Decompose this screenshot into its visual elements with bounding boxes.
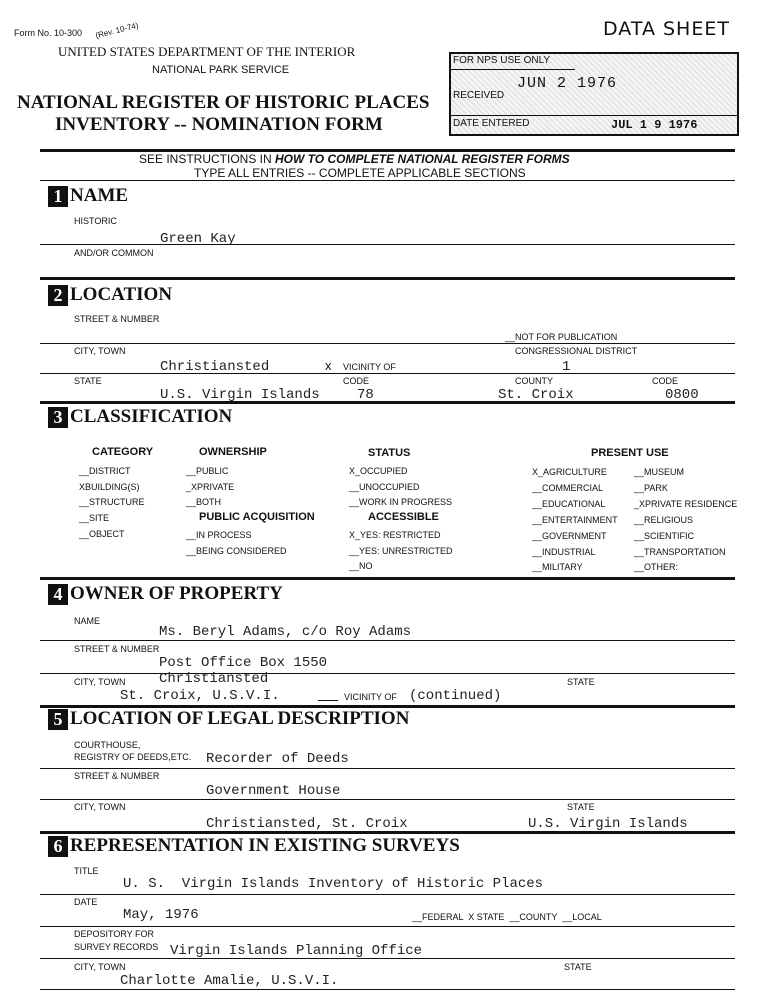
service-name: NATIONAL PARK SERVICE <box>152 64 290 76</box>
owner-street-label: STREET & NUMBER <box>74 644 160 654</box>
survey-city-value: Charlotte Amalie, U.S.V.I. <box>120 973 339 989</box>
legal-state-value: U.S. Virgin Islands <box>528 816 688 832</box>
instructions-line2: TYPE ALL ENTRIES -- COMPLETE APPLICABLE SECTIONS <box>194 166 526 180</box>
status-options <box>349 464 452 511</box>
ownership-option: _XPRIVATE <box>186 481 235 492</box>
section-1-heading: 1 NAME <box>48 185 128 207</box>
present-use-option: X_AGRICULTURE <box>532 467 607 477</box>
status-option: X_OCCUPIED <box>349 466 408 476</box>
accessible-heading: ACCESSIBLE <box>368 511 439 523</box>
survey-state-label: STATE <box>564 962 592 972</box>
state-code-label: CODE <box>343 376 370 386</box>
courthouse-value: Recorder of Deeds <box>206 751 349 767</box>
courthouse-label-line2: REGISTRY OF DEEDS,ETC. <box>74 752 192 762</box>
state-value: U.S. Virgin Islands <box>160 387 320 403</box>
category-option: __DISTRICT <box>79 466 131 476</box>
vicinity-label: VICINITY OF <box>343 362 396 372</box>
section-5-heading: 5 LOCATION OF LEGAL DESCRIPTION <box>48 708 409 730</box>
present-use-option: __OTHER: <box>634 562 679 573</box>
category-option: __SITE <box>79 513 110 524</box>
section-4-heading: 4 OWNER OF PROPERTY <box>48 583 283 605</box>
category-heading: CATEGORY <box>92 446 154 458</box>
legal-city-value: Christiansted, St. Croix <box>206 816 408 832</box>
not-for-publication: __NOT FOR PUBLICATION <box>505 332 618 342</box>
public-acquisition-heading: PUBLIC ACQUISITION <box>199 511 315 523</box>
present-use-option: __COMMERCIAL <box>532 482 604 493</box>
present-use-option: __GOVERNMENT <box>532 530 607 541</box>
form-number: Form No. 10-300 <box>14 28 83 38</box>
congressional-district-label: CONGRESSIONAL DISTRICT <box>515 346 638 356</box>
owner-continued: (continued) <box>409 688 502 704</box>
received-label: RECEIVED <box>453 90 505 101</box>
owner-vicinity-label: VICINITY OF <box>344 692 397 702</box>
historic-label: HISTORIC <box>74 216 117 226</box>
courthouse-label-line1: COURTHOUSE, <box>74 740 141 750</box>
acquisition-options <box>186 528 287 559</box>
category-options <box>79 464 145 543</box>
nps-use-label: FOR NPS USE ONLY <box>453 55 551 66</box>
county-label: COUNTY <box>515 376 553 386</box>
data-sheet-handwritten: DATA SHEET <box>603 18 730 40</box>
accessible-option: X_YES: RESTRICTED <box>349 530 441 540</box>
form-title-line1: NATIONAL REGISTER OF HISTORIC PLACES <box>17 92 430 113</box>
form-revision: (Rev. 10-74) <box>94 20 140 41</box>
vicinity-mark: x <box>325 358 332 373</box>
street-label: STREET & NUMBER <box>74 314 160 324</box>
survey-city-label: CITY, TOWN <box>74 962 126 972</box>
date-entered-label: DATE ENTERED <box>453 118 530 129</box>
ownership-option: __BOTH <box>186 497 222 508</box>
form-title-line2: INVENTORY -- NOMINATION FORM <box>55 114 383 135</box>
present-use-heading: PRESENT USE <box>591 447 669 459</box>
owner-city-value-line2: St. Croix, U.S.V.I. <box>120 688 280 704</box>
status-option: __UNOCCUPIED <box>349 481 420 492</box>
received-stamp: JUN 2 1976 <box>517 75 618 92</box>
survey-title-label: TITLE <box>74 866 99 876</box>
present-use-option: __ENTERTAINMENT <box>532 514 618 525</box>
congressional-district-value: 1 <box>562 359 571 375</box>
owner-name-label: NAME <box>74 616 101 626</box>
status-heading: STATUS <box>368 447 411 459</box>
owner-city-label: CITY, TOWN <box>74 677 126 687</box>
ownership-option: __PUBLIC <box>186 466 229 476</box>
city-label: CITY, TOWN <box>74 346 126 356</box>
state-label: STATE <box>74 376 102 386</box>
city-value: Christiansted <box>160 359 270 375</box>
depository-label-line2: SURVEY RECORDS <box>74 942 159 952</box>
county-code-value: 0800 <box>665 387 699 403</box>
accessible-option: __YES: UNRESTRICTED <box>349 545 453 556</box>
present-use-option: __TRANSPORTATION <box>634 546 726 557</box>
survey-date-label: DATE <box>74 897 98 907</box>
present-use-option: __EDUCATIONAL <box>532 498 606 509</box>
section-6-heading: 6 REPRESENTATION IN EXISTING SURVEYS <box>48 835 460 857</box>
present-use-option: __MILITARY <box>532 562 583 573</box>
owner-city-value: Christiansted <box>159 671 269 687</box>
instructions-line1: SEE INSTRUCTIONS IN HOW TO COMPLETE NATIONAL REGISTER FORMS <box>139 152 570 166</box>
ownership-heading: OWNERSHIP <box>199 446 267 458</box>
status-option: __WORK IN PROGRESS <box>349 497 453 508</box>
owner-street-value: Post Office Box 1550 <box>159 655 328 671</box>
legal-street-label: STREET & NUMBER <box>74 771 160 781</box>
survey-date-value: May, 1976 <box>123 907 199 923</box>
present-use-options-col2 <box>634 465 737 576</box>
present-use-options-col1 <box>532 465 618 576</box>
legal-city-label: CITY, TOWN <box>74 802 126 812</box>
present-use-option: __MUSEUM <box>634 467 685 477</box>
department-name: UNITED STATES DEPARTMENT OF THE INTERIOR <box>58 44 356 59</box>
owner-name-value: Ms. Beryl Adams, c/o Roy Adams <box>159 624 412 640</box>
present-use-option: __INDUSTRIAL <box>532 546 596 557</box>
accessible-option: __NO <box>349 561 373 572</box>
survey-levels: __FEDERAL X STATE __COUNTY __LOCAL <box>412 912 602 922</box>
survey-title-value: U. S. Virgin Islands Inventory of Historic Places <box>123 876 544 892</box>
common-name-label: AND/OR COMMON <box>74 248 154 258</box>
present-use-option: __RELIGIOUS <box>634 514 694 525</box>
acquisition-option: __IN PROCESS <box>186 530 252 540</box>
present-use-option: __PARK <box>634 482 668 493</box>
nps-use-box <box>449 52 739 136</box>
date-entered-stamp: JUL 1 9 1976 <box>611 118 698 132</box>
legal-street-value: Government House <box>206 783 341 799</box>
section-2-heading: 2 LOCATION <box>48 284 172 306</box>
owner-state-label: STATE <box>567 677 595 687</box>
category-option: XBUILDING(S) <box>79 481 140 492</box>
state-code-value: 78 <box>357 387 374 403</box>
category-option: __STRUCTURE <box>79 497 145 508</box>
ownership-options <box>186 464 234 511</box>
historic-name-value: Green Kay <box>160 231 236 247</box>
legal-state-label: STATE <box>567 802 595 812</box>
category-option: __OBJECT <box>79 528 125 539</box>
depository-value: Virgin Islands Planning Office <box>170 943 423 959</box>
county-value: St. Croix <box>498 387 574 403</box>
present-use-option: _XPRIVATE RESIDENCE <box>634 498 738 509</box>
present-use-option: __SCIENTIFIC <box>634 530 695 541</box>
accessible-options <box>349 528 453 575</box>
section-3-heading: 3 CLASSIFICATION <box>48 406 232 428</box>
county-code-label: CODE <box>652 376 679 386</box>
acquisition-option: __BEING CONSIDERED <box>186 545 287 556</box>
depository-label-line1: DEPOSITORY FOR <box>74 929 155 939</box>
